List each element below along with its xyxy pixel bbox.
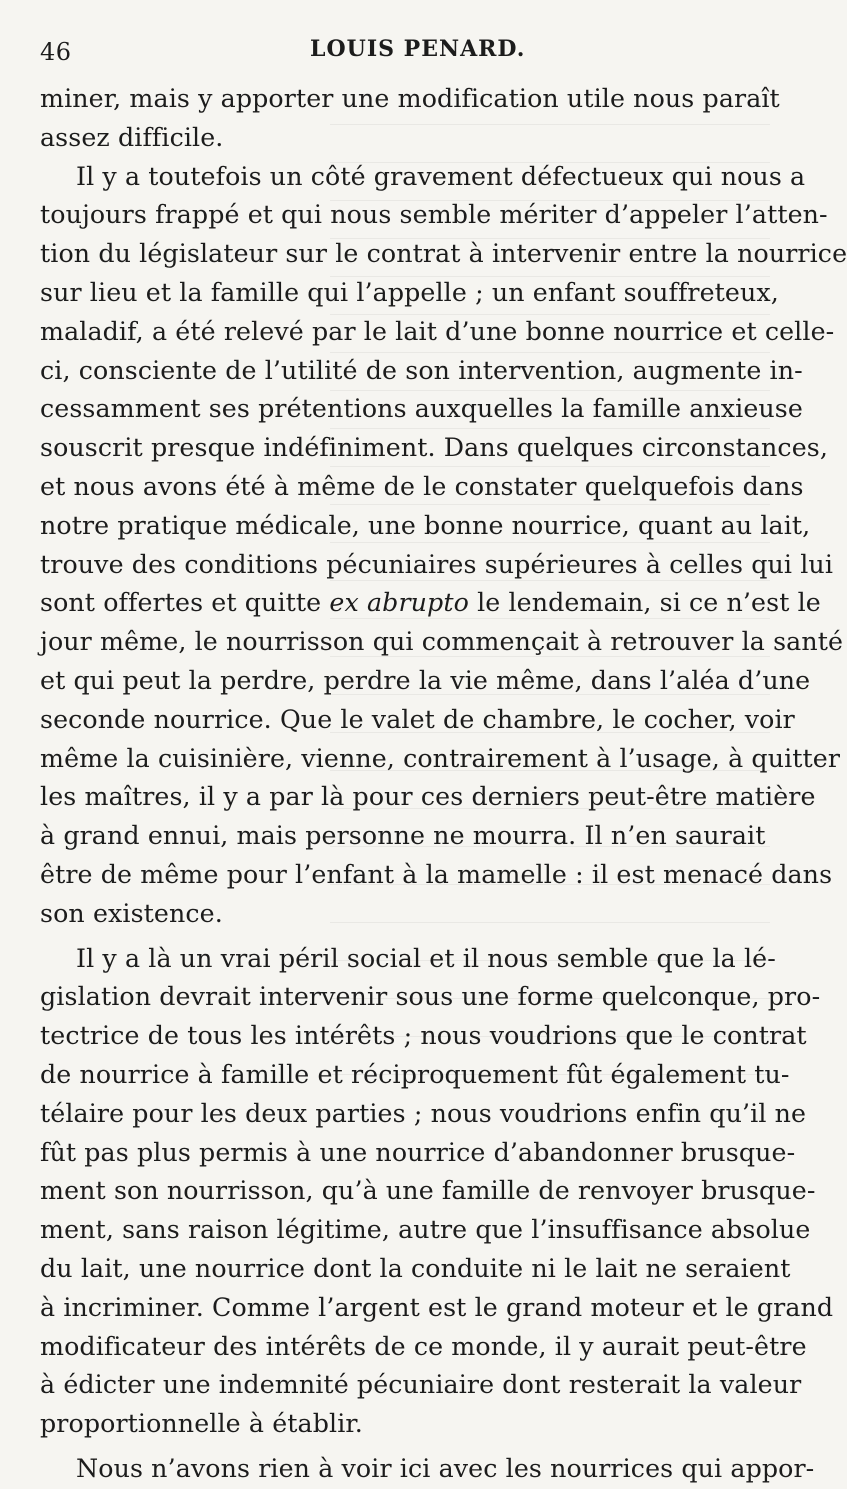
text-line: être de même pour l’enfant à la mamelle : il est menacé dans bbox=[40, 859, 833, 889]
text-line: Il y a là un vrai péril social et il nous semble que la lé- bbox=[76, 943, 776, 973]
text-line: cessamment ses prétentions auxquelles la famille anxieuse bbox=[40, 394, 803, 424]
running-head: LOUIS PENARD. bbox=[310, 36, 526, 62]
text-line: modificateur des intérêts de ce monde, il y aurait peut-être bbox=[40, 1331, 807, 1361]
text-line: ment son nourrisson, qu’à une famille de renvoyer brusque- bbox=[40, 1176, 816, 1206]
text-line: ci, consciente de l’utilité de son intervention, augmente in- bbox=[40, 355, 803, 385]
text-line: les maîtres, il y a par là pour ces derniers peut-être matière bbox=[40, 782, 816, 812]
text-segment: le lendemain, si ce n’est le bbox=[468, 588, 821, 618]
text-line: son existence. bbox=[40, 898, 223, 928]
text-segment: sont offertes et quitte bbox=[40, 588, 330, 618]
text-line: à édicter une indemnité pécuniaire dont resterait la valeur bbox=[40, 1370, 802, 1400]
text-line: maladif, a été relevé par le lait d’une bonne nourrice et celle- bbox=[40, 316, 835, 346]
text-line: souscrit presque indéfiniment. Dans quelques circonstances, bbox=[40, 433, 828, 463]
text-line: du lait, une nourrice dont la conduite ni le lait ne seraient bbox=[40, 1253, 791, 1283]
text-line: ment, sans raison légitime, autre que l’insuffisance absolue bbox=[40, 1215, 811, 1245]
text-line: trouve des conditions pécuniaires supérieures à celles qui lui bbox=[40, 549, 834, 579]
text-line: tectrice de tous les intérêts ; nous voudrions que le contrat bbox=[40, 1021, 807, 1051]
italic-phrase: ex abrupto bbox=[329, 588, 469, 618]
text-line: seconde nourrice. Que le valet de chambre, le cocher, voir bbox=[40, 704, 795, 734]
text-line: sur lieu et la famille qui l’appelle ; un enfant souffreteux, bbox=[40, 277, 779, 307]
text-line: Il y a toutefois un côté gravement défectueux qui nous a bbox=[76, 161, 806, 191]
page-header bbox=[40, 30, 762, 70]
text-line: tion du législateur sur le contrat à intervenir entre la nourrice bbox=[40, 239, 847, 269]
text-line: et nous avons été à même de le constater quelquefois dans bbox=[40, 471, 804, 501]
text-line: Nous n’avons rien à voir ici avec les nourrices qui appor- bbox=[76, 1453, 815, 1483]
text-line: gislation devrait intervenir sous une forme quelconque, pro- bbox=[40, 982, 821, 1012]
text-line: toujours frappé et qui nous semble mériter d’appeler l’atten- bbox=[40, 200, 828, 230]
text-line: miner, mais y apporter une modification utile nous paraît bbox=[40, 84, 780, 113]
text-line: assez difficile. bbox=[40, 122, 224, 152]
text-line: de nourrice à famille et réciproquement fût également tu- bbox=[40, 1059, 790, 1089]
text-line: proportionnelle à établir. bbox=[40, 1409, 363, 1439]
text-line: à incriminer. Comme l’argent est le grand moteur et le grand bbox=[40, 1292, 834, 1322]
text-line: notre pratique médicale, une bonne nourrice, quant au lait, bbox=[40, 510, 811, 540]
text-line: télaire pour les deux parties ; nous voudrions enfin qu’il ne bbox=[40, 1098, 807, 1128]
text-line bbox=[40, 584, 821, 623]
body-text bbox=[40, 80, 847, 1489]
text-line: même la cuisinière, vienne, contrairement à l’usage, à quitter bbox=[40, 743, 841, 773]
text-line: jour même, le nourrisson qui commençait à retrouver la santé bbox=[40, 627, 844, 657]
text-line: et qui peut la perdre, perdre la vie même, dans l’aléa d’une bbox=[40, 665, 811, 695]
text-line: à grand ennui, mais personne ne mourra. Il n’en saurait bbox=[40, 821, 766, 851]
page-number: 46 bbox=[40, 38, 72, 66]
text-line: fût pas plus permis à une nourrice d’abandonner brusque- bbox=[40, 1137, 796, 1167]
